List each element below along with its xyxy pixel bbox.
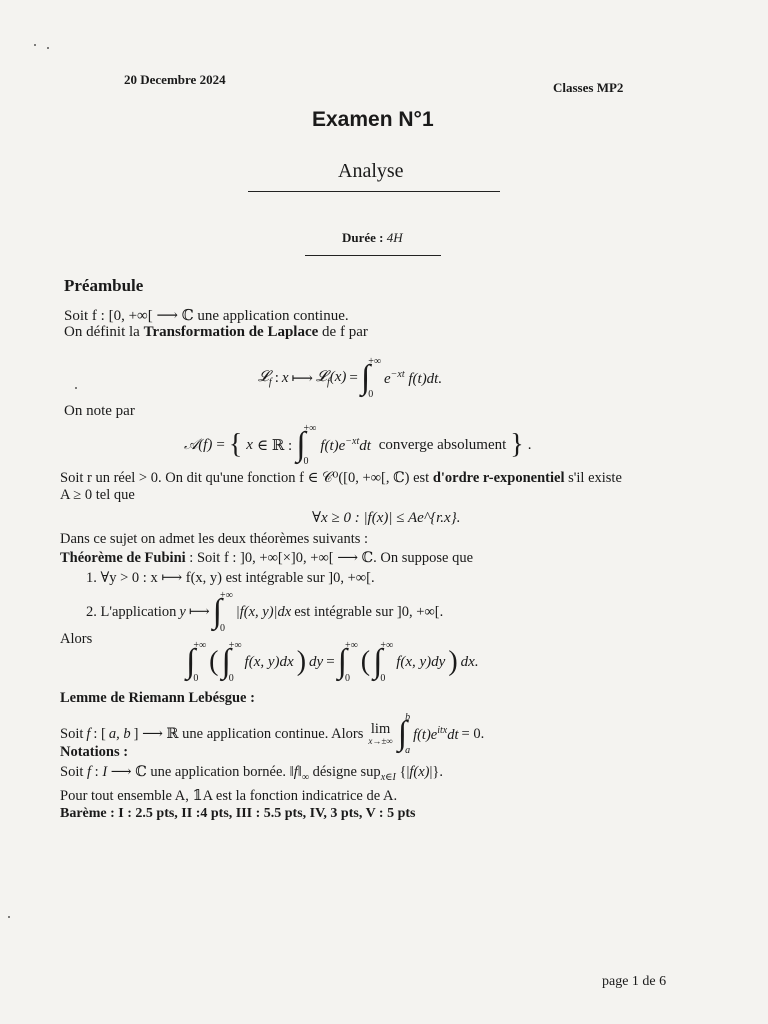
fubini-condition-2 [86,590,443,634]
exam-date: 20 Decembre 2024 [124,72,226,87]
class-label: Classes MP2 [553,80,624,95]
order-part-c: s'il existe [564,470,622,486]
alors: Alors [60,631,93,647]
notations-title: Notations : [60,744,129,760]
duration-value: 4H [386,230,403,245]
abs-set-formula-text: 𝒜(f) = { x ∈ ℝ : ∫ +∞ 0 $f(t)e^{-xt}dt$ converge absolument } . [184,423,532,467]
fubini-line [60,550,473,567]
preamble-line-2 [64,324,368,341]
line2-part-a: On définit la [64,324,144,340]
fubini-cond2-text: 2. L'application y ⟼ ∫ +∞ 0 |f(x, y)|dx est intégrable sur ]0, +∞[. [86,590,444,634]
admit-line: Dans ce sujet on admet les deux théorèmes suivants : [60,531,369,547]
notation1-text: Soit f : I ⟶ ℂ une application bornée. $‖f‖_\infty$ désigne sup$_{x\in I}$ {|f(x)|}. [60,764,443,783]
order-term: d'ordre r-exponentiel [432,470,565,486]
laplace-term: Transformation de Laplace [143,324,319,340]
duration-label: Durée : [342,230,387,245]
order-line-1 [60,470,622,487]
preamble-line-1: Soit f : [0, +∞[ ⟶ ℂ une application continue. [64,308,349,324]
fubini-formula-text: ∫ +∞ 0 ( ∫ +∞ 0 f(x, y)dx ) dy = ∫ +∞ 0 ( ∫ +∞ 0 f(x, y)dy ) dx. [186,640,479,684]
line2-part-c: de f par [318,324,368,340]
fubini-formula [186,640,479,684]
duration [342,230,403,246]
riemann-title: Lemme de Riemann Lebésgue : [60,690,255,706]
preamble-heading: Préambule [64,276,144,295]
bareme: Barème : I : 2.5 pts, II :4 pts, III : 5.5 pts, IV, 3 pts, V : 5 pts [60,806,416,821]
fubini-condition-1: 1. ∀y > 0 : x ⟼ f(x, y) est intégrable sur ]0, +∞[. [86,570,375,586]
note-par: On note par [64,403,135,419]
order-line-2: A ≥ 0 tel que [60,487,135,503]
riemann-text: Soit f : [ a, b ] ⟶ ℝ une application continue. Alors lim x→±∞ ∫ b a $f(t)e^{itx}dt$ = 0. [60,712,485,756]
fubini-title: Théorème de Fubini [60,550,186,566]
laplace-formula-text: 𝓛$_f$ : x ⟼ 𝓛$_f$(x) = ∫ +∞ 0 $e^{-xt}$ f(t)dt. [258,356,443,400]
order-formula: ∀x ≥ 0 : |f(x)| ≤ Ae^{r.x}. [312,510,461,526]
fubini-text: : Soit f : ]0, +∞[×]0, +∞[ ⟶ ℂ. On suppose que [185,550,474,566]
duration-underline [305,255,441,256]
notation-1 [60,764,443,783]
laplace-formula [258,356,442,400]
notation-2: Pour tout ensemble A, 𝟙A est la fonction indicatrice de A. [60,788,398,804]
subject-title: Analyse [338,160,404,182]
title-underline [248,191,500,192]
absolute-set-formula [184,423,532,467]
exam-title: Examen N°1 [312,108,434,131]
order-part-a: Soit r un réel > 0. On dit qu'une fonction f ∈ 𝒞⁰([0, +∞[, ℂ) est [60,470,433,486]
page-number: page 1 de 6 [602,974,667,989]
